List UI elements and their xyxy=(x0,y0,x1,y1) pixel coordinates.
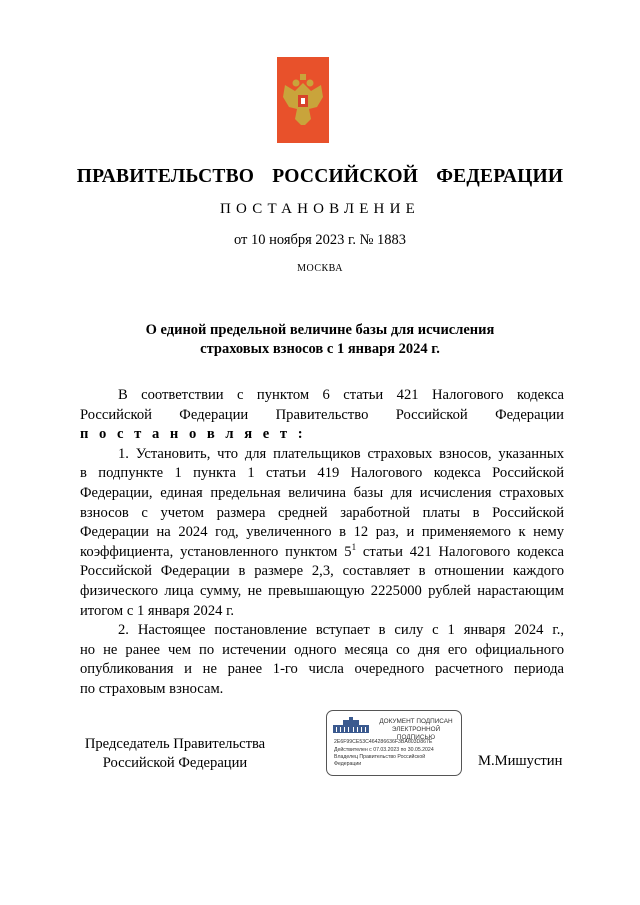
body-line: итогом с 1 января 2024 г. xyxy=(80,602,235,619)
government-building-icon xyxy=(333,717,369,733)
certificate-owner: Владелец Правительство Российской xyxy=(334,754,426,760)
signer-position-line: Председатель Правительства xyxy=(84,736,266,752)
body-line: 2. Настоящее постановление вступает в силу с 1 января 2024 г., xyxy=(118,622,564,639)
body-line: но не ранее чем по истечении одного месяца со дня его официального xyxy=(80,641,564,658)
document-type: ПОСТАНОВЛЕНИЕ xyxy=(220,201,420,217)
signer-position xyxy=(60,735,290,773)
heading-line: страховых взносов с 1 января 2024 г. xyxy=(200,341,440,357)
date-and-number: от 10 ноября 2023 г. № 1883 xyxy=(233,232,407,248)
body-line: Федерации, единая предельная величина базы для исчисления страховых xyxy=(80,484,564,501)
body-line: 1. Установить, что для плательщиков страховых взносов, указанных xyxy=(118,445,564,462)
certificate-serial: 2E6F99CE53C464286636F3BA603D867E xyxy=(334,739,433,745)
government-title: ПРАВИТЕЛЬСТВО РОССИЙСКОЙ ФЕДЕРАЦИИ xyxy=(76,166,564,187)
document-heading xyxy=(0,321,640,359)
document-body xyxy=(80,386,564,700)
heading-line: О единой предельной величине базы для исчисления xyxy=(145,322,495,338)
stamp-title-line: ДОКУМЕНТ ПОДПИСАН xyxy=(379,718,453,725)
body-line: опубликования и не ранее 1-го числа очередного расчетного периода xyxy=(80,661,564,678)
decree-word: п о с т а н о в л я е т : xyxy=(80,426,307,443)
body-line: физического лица сумму, не превышающую 2225000 рублей нарастающим xyxy=(80,582,564,599)
body-line: взносов с учетом размера средней заработной платы в Российской xyxy=(80,504,564,521)
city: МОСКВА xyxy=(297,263,343,274)
stamp-title-line: ЭЛЕКТРОННОЙ ПОДПИСЬЮ xyxy=(391,726,441,741)
signer-name: М.Мишустин xyxy=(478,753,563,769)
certificate-validity: Действителен с 07.03.2023 по 30.05.2024 xyxy=(334,747,434,753)
body-line: по страховым взносам. xyxy=(80,680,224,697)
body-line xyxy=(80,543,564,563)
body-line: В соответствии с пунктом 6 статьи 421 Налогового кодекса xyxy=(118,387,564,403)
double-headed-eagle-icon xyxy=(277,57,329,143)
text: статьи 421 Налогового кодекса xyxy=(356,543,564,560)
superscript: 1 xyxy=(351,541,357,552)
body-line: в подпункте 1 пункта 1 статьи 419 Налогового кодекса Российской xyxy=(80,465,564,482)
body-line: Российской Федерации Правительство Российской Федерации xyxy=(80,406,564,423)
body-line: Федерации на 2024 год, увеличенного в 12 раз, и применяемого к нему xyxy=(80,524,564,541)
electronic-signature-stamp xyxy=(326,710,462,776)
body-line: Российской Федерации в размере 2,3, составляет в отношении каждого xyxy=(80,563,564,580)
coat-of-arms-emblem xyxy=(277,57,329,143)
signer-position-line: Российской Федерации xyxy=(102,755,248,771)
certificate-owner: Федерации xyxy=(334,761,362,767)
text: коэффициента, установленного пунктом 5 xyxy=(80,543,352,560)
